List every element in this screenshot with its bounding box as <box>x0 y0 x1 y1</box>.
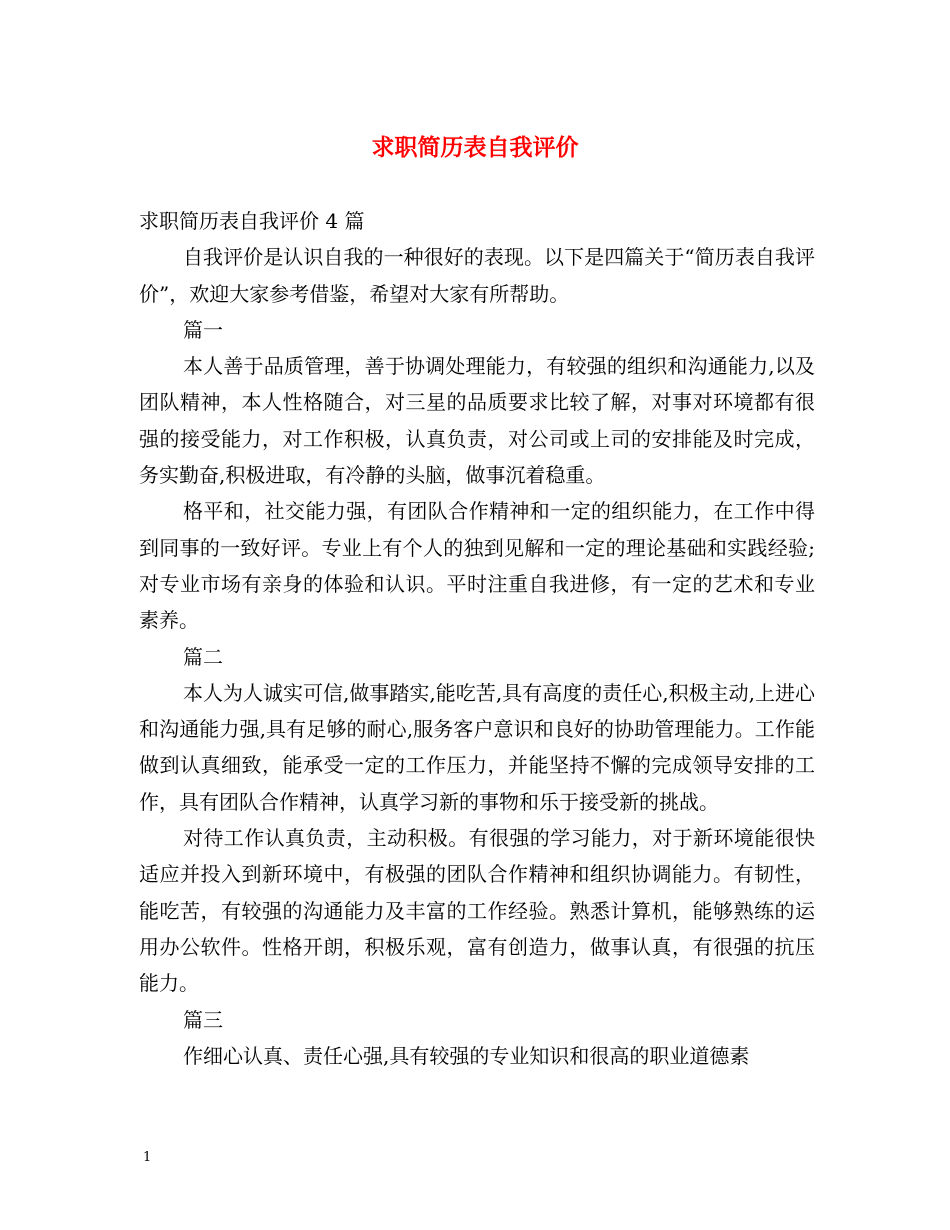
document-title: 求职简历表自我评价 <box>371 134 579 161</box>
paragraph: 对待工作认真负责，主动积极。有很强的学习能力，对于新环境能很快适应并投入到新环境中，有极强的团队合作精神和组织协调能力。有韧性，能吃苦，有较强的沟通能力及丰富的工作经验。熟悉计算机，能够熟练的运用办公软件。性格开朗，积极乐观，富有创造力，做事认真，有很强的抗压能力。 <box>139 826 815 996</box>
paragraph: 格平和，社交能力强，有团队合作精神和一定的组织能力，在工作中得到同事的一致好评。专业上有个人的独到见解和一定的理论基础和实践经验;对专业市场有亲身的体验和认识。平时注重自我进修，有一定的艺术和专业素养。 <box>139 499 815 633</box>
intro-paragraph: 自我评价是认识自我的一种很好的表现。以下是四篇关于“简历表自我评价”，欢迎大家参考借鉴，希望对大家有所帮助。 <box>139 245 815 306</box>
document-body <box>139 203 815 1074</box>
paragraph: 本人为人诚实可信,做事踏实,能吃苦,具有高度的责任心,积极主动,上进心和沟通能力强,具有足够的耐心,服务客户意识和良好的协助管理能力。工作能做到认真细致，能承受一定的工作压力，并能坚持不懈的完成领导安排的工作，具有团队合作精神，认真学习新的事物和乐于接受新的挑战。 <box>139 680 815 814</box>
paragraph: 本人善于品质管理，善于协调处理能力，有较强的组织和沟通能力,以及团队精神，本人性格随合，对三星的品质要求比较了解，对事对环境都有很强的接受能力，对工作积极，认真负责，对公司或上司的安排能及时完成，务实勤奋,积极进取，有冷静的头脑，做事沉着稳重。 <box>139 354 815 488</box>
section-heading-3: 篇三 <box>183 1007 223 1032</box>
document-subtitle: 求职简历表自我评价 4 篇 <box>139 209 365 233</box>
page-number: 1 <box>143 1150 152 1165</box>
section-heading-2: 篇二 <box>183 644 223 669</box>
paragraph: 作细心认真、责任心强,具有较强的专业知识和很高的职业道德素 <box>183 1043 750 1068</box>
section-heading-1: 篇一 <box>183 317 223 342</box>
